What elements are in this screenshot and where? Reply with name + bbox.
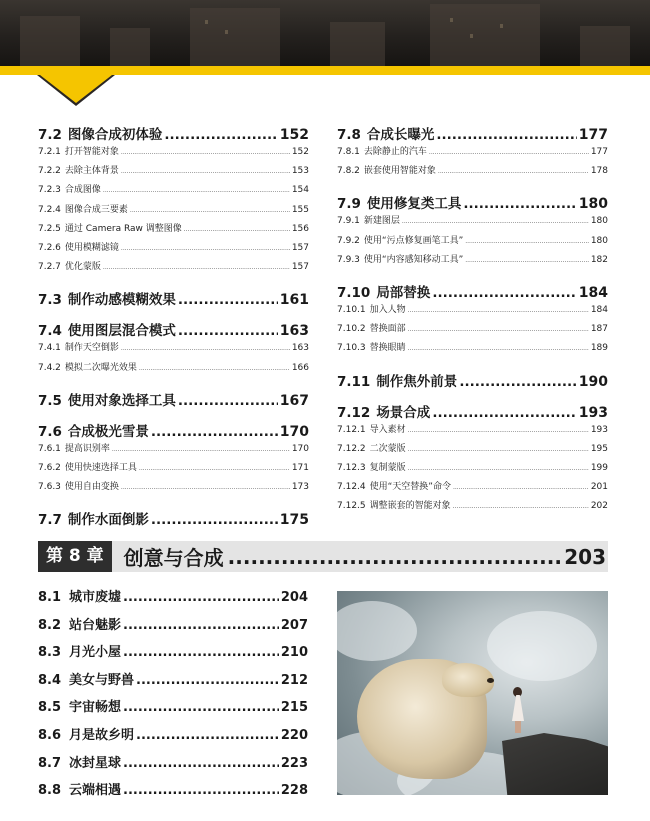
- dot-leader: [130, 201, 290, 220]
- entry-number: 8.7: [38, 755, 62, 771]
- dot-leader: [402, 212, 589, 231]
- dot-leader: [453, 497, 589, 516]
- dot-leader: [123, 694, 279, 722]
- entry-page: 190: [578, 373, 608, 390]
- toc-subsection-entry[interactable]: [38, 143, 309, 162]
- section-gap: [38, 378, 309, 384]
- entry-title: 制作动感模糊效果: [67, 292, 176, 309]
- toc-subsection-entry[interactable]: [38, 162, 309, 181]
- entry-title: 打开智能对象: [64, 147, 119, 157]
- entry-number: 7.2.5: [38, 223, 61, 234]
- entry-page: 170: [279, 423, 309, 440]
- header-photo-banner: [0, 0, 650, 66]
- entry-title: 制作天空倒影: [64, 343, 119, 354]
- entry-number: 7.2.6: [38, 242, 61, 253]
- entry-page: 212: [280, 672, 308, 688]
- entry-number: 7.10: [337, 284, 371, 301]
- entry-title: 宇宙畅想: [69, 700, 122, 716]
- toc-column-right: [337, 118, 608, 516]
- entry-number: 8.2: [38, 617, 62, 633]
- dot-leader: [432, 285, 576, 301]
- entry-number: 7.2.3: [38, 185, 61, 196]
- dot-leader: [136, 667, 279, 695]
- dot-leader: [408, 421, 589, 440]
- entry-page: 177: [590, 147, 608, 157]
- entry-number: 7.2.2: [38, 166, 61, 177]
- entry-title: 站台魅影: [69, 617, 122, 633]
- entry-title: 图像合成初体验: [67, 127, 163, 143]
- entry-number: 7.12: [337, 404, 371, 421]
- entry-page: 193: [590, 424, 608, 435]
- entry-page: 170: [291, 443, 309, 454]
- entry-page: 202: [590, 501, 608, 512]
- toc-section-entry[interactable]: [38, 420, 309, 440]
- entry-page: 157: [291, 242, 309, 253]
- toc-subsection-entry[interactable]: [38, 459, 309, 478]
- entry-page: 215: [280, 700, 308, 716]
- entry-number: 7.9: [337, 196, 361, 213]
- toc-subsection-entry[interactable]: [337, 440, 608, 459]
- entry-number: 7.6.1: [38, 443, 61, 454]
- entry-page: 163: [279, 323, 309, 340]
- entry-page: 163: [291, 343, 309, 354]
- entry-title: 加入人物: [369, 304, 406, 315]
- dot-leader: [408, 320, 589, 339]
- dot-leader: [465, 232, 589, 251]
- entry-number: 8.6: [38, 727, 62, 743]
- dot-leader: [438, 162, 589, 181]
- entry-number: 7.4.1: [38, 343, 61, 354]
- dot-leader: [408, 440, 589, 459]
- entry-number: 7.12.2: [337, 443, 366, 454]
- dot-leader: [123, 639, 279, 667]
- entry-title: 新建图层: [363, 216, 400, 227]
- entry-number: 7.2.4: [38, 204, 61, 215]
- entry-number: 7.5: [38, 392, 62, 409]
- dot-leader: [151, 512, 278, 528]
- entry-title: 二次蒙版: [369, 443, 406, 454]
- entry-title: 场景合成: [376, 404, 431, 421]
- entry-page: 228: [280, 783, 308, 799]
- chapter-8-header[interactable]: [38, 541, 608, 572]
- entry-number: 7.4.2: [38, 362, 61, 373]
- entry-title: 使用图层混合模式: [67, 323, 176, 340]
- entry-page: 167: [279, 392, 309, 409]
- entry-page: 156: [291, 223, 309, 234]
- toc-section-entry[interactable]: [337, 370, 608, 390]
- entry-page: 155: [291, 204, 309, 215]
- entry-title: 制作水面倒影: [67, 512, 149, 529]
- toc-subsection-entry[interactable]: [38, 339, 309, 358]
- entry-page: 184: [590, 304, 608, 315]
- entry-page: 210: [280, 645, 308, 661]
- entry-title: 局部替换: [376, 284, 431, 301]
- entry-title: 替换面部: [369, 324, 406, 335]
- entry-page: 161: [279, 292, 309, 309]
- entry-number: 7.12.3: [337, 462, 366, 473]
- entry-number: 8.3: [38, 645, 62, 661]
- section-gap: [337, 359, 608, 365]
- dot-leader: [139, 459, 290, 478]
- toc-section-entry[interactable]: [337, 192, 608, 212]
- toc-section-entry[interactable]: [38, 319, 309, 339]
- entry-title: 城市废墟: [69, 590, 122, 605]
- dot-leader: [103, 258, 290, 277]
- toc-column-left: [38, 118, 309, 528]
- dot-leader: [123, 612, 279, 640]
- entry-page: 223: [280, 755, 308, 771]
- entry-title: 嵌套使用智能对象: [363, 166, 436, 177]
- entry-number: 8.4: [38, 672, 62, 688]
- entry-page: 153: [291, 166, 309, 177]
- entry-number: 7.2.7: [38, 262, 61, 273]
- chapter-8-entry[interactable]: [38, 584, 308, 612]
- toc-subsection-entry[interactable]: [337, 459, 608, 478]
- polar-bear-nose: [487, 678, 494, 683]
- dot-leader: [123, 750, 279, 778]
- toc-subsection-entry[interactable]: [38, 220, 309, 239]
- toc-section-entry[interactable]: [38, 123, 309, 143]
- entry-title: 替换眼睛: [369, 343, 406, 354]
- entry-page: 204: [280, 590, 308, 605]
- entry-title: 去除静止的汽车: [363, 147, 427, 157]
- entry-page: 180: [578, 196, 608, 213]
- dot-leader: [178, 323, 278, 339]
- entry-title: 提高识别率: [64, 443, 110, 454]
- toc-section-entry[interactable]: [38, 508, 309, 528]
- dot-leader: [465, 251, 589, 270]
- entry-page: 187: [590, 324, 608, 335]
- toc-subsection-entry[interactable]: [337, 162, 608, 181]
- dot-leader: [121, 478, 290, 497]
- chapter-8-entry[interactable]: [38, 694, 308, 722]
- entry-title: 合成极光雪景: [67, 423, 149, 440]
- entry-number: 7.9.3: [337, 254, 360, 265]
- dot-leader: [463, 196, 576, 212]
- entry-page: 189: [590, 343, 608, 354]
- entry-page: 152: [291, 147, 309, 157]
- cliff-rock: [502, 733, 608, 795]
- entry-title: 去除主体背景: [64, 166, 119, 177]
- entry-page: 220: [280, 727, 308, 743]
- entry-page: 207: [280, 617, 308, 633]
- girl-figure-legs: [515, 721, 521, 733]
- entry-number: 7.3: [38, 292, 62, 309]
- section-gap: [38, 277, 309, 283]
- entry-title: 冰封星球: [69, 755, 122, 771]
- section-gap: [38, 497, 309, 503]
- toc-subsection-entry[interactable]: [337, 339, 608, 358]
- entry-page: 154: [291, 185, 309, 196]
- entry-number: 7.7: [38, 512, 62, 529]
- section-gap: [337, 390, 608, 396]
- dot-leader: [123, 584, 279, 612]
- dot-leader: [436, 127, 576, 143]
- entry-page: 182: [590, 254, 608, 265]
- entry-title: 使用“污点修复画笔工具”: [363, 235, 464, 246]
- chapter-8-entry[interactable]: [38, 667, 308, 695]
- entry-title: 月是故乡明: [69, 727, 135, 743]
- toc-section-entry[interactable]: [38, 389, 309, 409]
- toc-subsection-entry[interactable]: [38, 359, 309, 378]
- section-gap: [337, 270, 608, 276]
- entry-title: 美女与野兽: [69, 672, 135, 688]
- entry-number: 7.6: [38, 423, 62, 440]
- toc-subsection-entry[interactable]: [337, 497, 608, 516]
- dot-leader: [164, 127, 277, 143]
- toc-subsection-entry[interactable]: [337, 301, 608, 320]
- chapter-8-entry[interactable]: [38, 750, 308, 778]
- dot-leader: [408, 339, 589, 358]
- entry-page: 199: [590, 462, 608, 473]
- chapter-title: 创意与合成: [123, 546, 224, 570]
- section-gap: [337, 181, 608, 187]
- toc-section-entry[interactable]: [337, 281, 608, 301]
- dot-leader: [112, 440, 290, 459]
- chapter-8-entry[interactable]: [38, 777, 308, 805]
- dot-leader: [228, 545, 561, 569]
- entry-page: 178: [590, 166, 608, 177]
- entry-title: 使用修复类工具: [366, 196, 462, 213]
- toc-section-entry[interactable]: [38, 288, 309, 308]
- dot-leader: [408, 301, 589, 320]
- entry-title: 优化蒙版: [64, 262, 101, 273]
- toc-subsection-entry[interactable]: [337, 143, 608, 162]
- entry-number: 7.6.3: [38, 482, 61, 493]
- entry-title: 合成图像: [64, 185, 101, 196]
- girl-figure: [512, 695, 524, 721]
- entry-page: 195: [590, 443, 608, 454]
- entry-number: 7.12.1: [337, 424, 366, 435]
- toc-subsection-entry[interactable]: [337, 212, 608, 231]
- toc-subsection-entry[interactable]: [337, 320, 608, 339]
- entry-title: 图像合成三要素: [64, 204, 128, 215]
- entry-number: 7.8.1: [337, 147, 360, 157]
- dot-leader: [432, 405, 576, 421]
- toc-subsection-entry[interactable]: [38, 478, 309, 497]
- accent-arrow: [40, 75, 112, 103]
- dot-leader: [178, 292, 278, 308]
- dot-leader: [178, 393, 278, 409]
- entry-title: 使用“天空替换”命令: [369, 482, 451, 493]
- toc-subsection-entry[interactable]: [38, 181, 309, 200]
- dot-leader: [184, 220, 290, 239]
- entry-page: 171: [291, 462, 309, 473]
- entry-title: 合成长曝光: [366, 127, 435, 143]
- entry-number: 8.8: [38, 783, 62, 799]
- chapter-8-entry[interactable]: [38, 639, 308, 667]
- entry-number: 7.9.2: [337, 235, 360, 246]
- entry-number: 7.2.1: [38, 147, 61, 157]
- chapter-page: 203: [564, 544, 606, 569]
- entry-page: 180: [590, 216, 608, 227]
- entry-number: 7.9.1: [337, 216, 360, 227]
- dot-leader: [121, 162, 290, 181]
- entry-title: 复制蒙版: [369, 462, 406, 473]
- entry-number: 7.10.2: [337, 324, 366, 335]
- section-gap: [38, 308, 309, 314]
- entry-number: 7.8.2: [337, 166, 360, 177]
- entry-number: 8.1: [38, 590, 62, 605]
- entry-number: 8.5: [38, 700, 62, 716]
- entry-page: 177: [578, 127, 608, 143]
- polar-bear-girl-illustration: [337, 591, 608, 795]
- dot-leader: [408, 459, 589, 478]
- toc-subsection-entry[interactable]: [337, 232, 608, 251]
- entry-page: 157: [291, 262, 309, 273]
- dot-leader: [453, 478, 589, 497]
- entry-number: 7.4: [38, 323, 62, 340]
- entry-title: 制作焦外前景: [376, 373, 458, 390]
- entry-number: 7.12.5: [337, 501, 366, 512]
- entry-number: 7.12.4: [337, 482, 366, 493]
- chapter-tag: 第 8 章: [38, 541, 112, 572]
- entry-page: 166: [291, 362, 309, 373]
- entry-title: 月光小屋: [69, 645, 122, 661]
- toc-subsection-entry[interactable]: [337, 478, 608, 497]
- chapter-8-list: [38, 584, 308, 805]
- section-gap: [38, 409, 309, 415]
- dot-leader: [139, 359, 290, 378]
- toc-section-entry[interactable]: [337, 123, 608, 143]
- entry-number: 7.6.2: [38, 462, 61, 473]
- entry-title: 调整嵌套的智能对象: [369, 501, 451, 512]
- entry-title: 云端相遇: [69, 783, 122, 799]
- entry-number: 7.11: [337, 373, 371, 390]
- dot-leader: [123, 777, 279, 805]
- entry-page: 173: [291, 482, 309, 493]
- toc-subsection-entry[interactable]: [38, 258, 309, 277]
- entry-title: 使用对象选择工具: [67, 392, 176, 409]
- toc-subsection-entry[interactable]: [38, 440, 309, 459]
- dot-leader: [103, 181, 290, 200]
- entry-page: 193: [578, 404, 608, 421]
- chapter-8-entry[interactable]: [38, 612, 308, 640]
- dot-leader: [121, 239, 290, 258]
- entry-title: 模拟二次曝光效果: [64, 362, 137, 373]
- toc-subsection-entry[interactable]: [337, 251, 608, 270]
- accent-stripe: [0, 66, 650, 75]
- toc-subsection-entry[interactable]: [337, 421, 608, 440]
- entry-page: 175: [279, 512, 309, 529]
- entry-title: 使用自由变换: [64, 482, 119, 493]
- entry-title: 使用模糊滤镜: [64, 242, 119, 253]
- entry-page: 152: [279, 127, 309, 143]
- dot-leader: [136, 722, 279, 750]
- dot-leader: [151, 424, 278, 440]
- dot-leader: [459, 374, 576, 390]
- toc-subsection-entry[interactable]: [38, 201, 309, 220]
- entry-title: 通过 Camera Raw 调整图像: [64, 223, 182, 234]
- entry-number: 7.8: [337, 127, 361, 143]
- chapter-8-entry[interactable]: [38, 722, 308, 750]
- entry-page: 201: [590, 482, 608, 493]
- entry-page: 184: [578, 284, 608, 301]
- toc-subsection-entry[interactable]: [38, 239, 309, 258]
- entry-title: 使用快速选择工具: [64, 462, 137, 473]
- toc-section-entry[interactable]: [337, 401, 608, 421]
- entry-number: 7.10.3: [337, 343, 366, 354]
- dot-leader: [121, 143, 290, 162]
- entry-number: 7.10.1: [337, 304, 366, 315]
- entry-title: 使用“内容感知移动工具”: [363, 254, 464, 265]
- entry-page: 180: [590, 235, 608, 246]
- dot-leader: [121, 339, 290, 358]
- entry-title: 导入素材: [369, 424, 406, 435]
- dot-leader: [429, 143, 589, 162]
- entry-number: 7.2: [38, 127, 62, 143]
